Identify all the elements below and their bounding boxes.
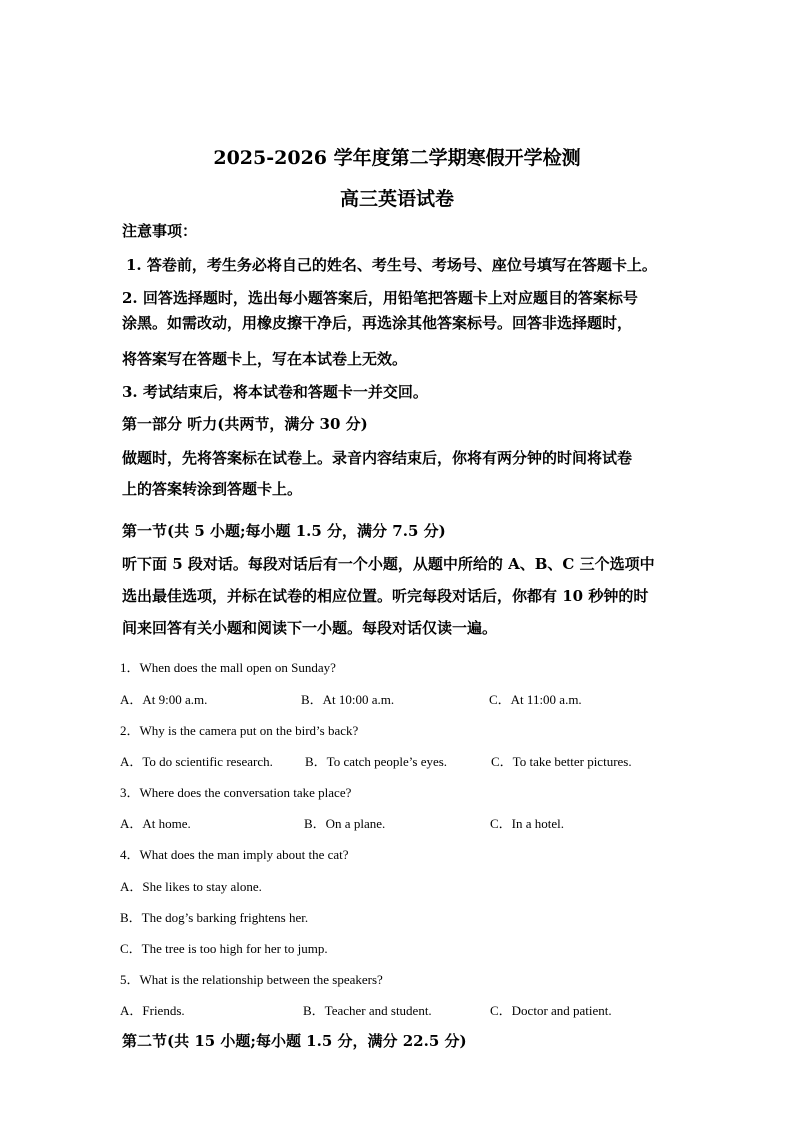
part1-intro-line-2: 上的答案转涂到答题卡上。 [122,480,303,498]
section2-heading: 第二节(共 15 小题;每小题 1.5 分，满分 22.5 分) [122,1032,467,1050]
option-a: A．She likes to stay alone. [120,879,262,894]
notice-item-2-line-2: 涂黑。如需改动，用橡皮擦干净后，再选涂其他答案标号。回答非选择题时， [122,314,633,332]
option-a: A．To do scientific research. [120,754,273,769]
option-b: B．The dog’s barking frightens her. [120,910,309,925]
question-stem: 1．When does the mall open on Sunday? [120,660,336,675]
option-b: B．On a plane. [304,816,386,831]
option-c: C．The tree is too high for her to jump. [120,941,328,956]
section1-intro-line-1: 听下面 5 段对话。每段对话后有一个小题，从题中所给的 A、B、C 三个选项中 [122,555,655,573]
question-stem: 3．Where does the conversation take place? [120,785,352,800]
notice-heading: 注意事项： [122,222,198,240]
option-a: A．Friends. [120,1003,185,1018]
option-b: B．At 10:00 a.m. [301,692,395,707]
section1-intro-line-2: 选出最佳选项，并标在试卷的相应位置。听完每段对话后，你都有 10 秒钟的时 [122,587,649,605]
question-stem: 2．Why is the camera put on the bird’s back? [120,723,359,738]
notice-item-1: 1. 答卷前，考生务必将自己的姓名、考生号、考场号、座位号填写在答题卡上。 [126,256,657,274]
option-c: C．At 11:00 a.m. [489,692,582,707]
section1-heading: 第一节(共 5 小题;每小题 1.5 分，满分 7.5 分) [122,522,446,540]
option-c: C．To take better pictures. [491,754,632,769]
option-b: B．Teacher and student. [303,1003,432,1018]
notice-item-2-line-3: 将答案写在答题卡上，写在本试卷上无效。 [122,350,408,368]
section1-intro-line-3: 间来回答有关小题和阅读下一小题。每段对话仅读一遍。 [122,619,498,637]
option-a: A．At home. [120,816,191,831]
part1-intro-line-1: 做题时，先将答案标在试卷上。录音内容结束后，你将有两分钟的时间将试卷 [122,449,633,467]
option-b: B．To catch people’s eyes. [305,754,448,769]
question-stem: 4．What does the man imply about the cat? [120,847,349,862]
notice-item-3: 3. 考试结束后，将本试卷和答题卡一并交回。 [122,383,428,401]
option-c: C．Doctor and patient. [490,1003,612,1018]
question-stem: 5．What is the relationship between the speakers? [120,972,383,987]
option-c: C．In a hotel. [490,816,565,831]
part1-heading: 第一部分 听力(共两节，满分 30 分) [122,415,368,433]
exam-title: 2025-2026 学年度第二学期寒假开学检测 [213,147,581,169]
exam-subtitle: 高三英语试卷 [339,188,454,210]
option-a: A．At 9:00 a.m. [120,692,208,707]
notice-item-2-line-1: 2. 回答选择题时，选出每小题答案后，用铅笔把答题卡上对应题目的答案标号 [122,289,638,307]
